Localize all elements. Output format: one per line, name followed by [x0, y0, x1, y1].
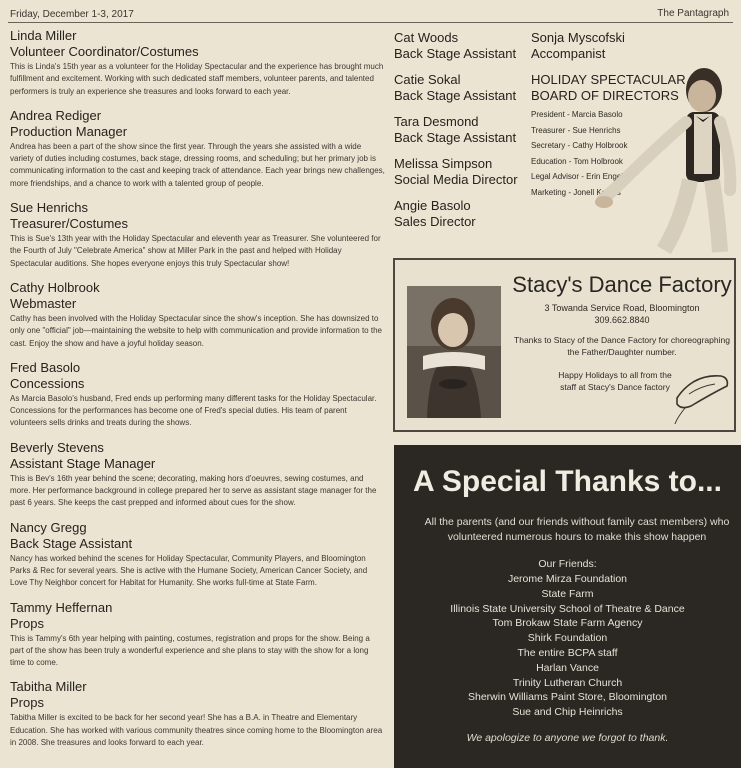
bio-sue-henrichs — [10, 200, 385, 270]
bio-name: Tabitha Miller — [10, 679, 87, 695]
bio-name: Andrea Rediger — [10, 107, 102, 123]
staff-name: Cat Woods — [394, 30, 459, 45]
bio-text: Andrea has been a part of the show since the first year. Through the years she assisted with a wide variety of duties including costumes, back stage, dressing rooms, and scheduling; but her primary job is communicating information to the cast and keeping track of attendance. Each year brings new challenges, more friendships, and a chance to work with a talented group of people. — [10, 141, 385, 188]
bio-text: Tabitha Miller is excited to be back for her second year! She has a B.A. in Theatre and Elementary Education. She has worked with various community theatres since coming home to the Bloomington area in 2008. She treasures and looks forward to each year. — [10, 713, 383, 748]
board-title-line1: HOLIDAY SPECTACULAR — [531, 72, 686, 87]
staff-name: Melissa Simpson — [394, 156, 493, 171]
bio-name: Cathy Holbrook — [10, 279, 100, 295]
friend-item: The entire BCPA staff — [517, 646, 618, 659]
staff-role: Back Stage Assistant — [394, 88, 517, 103]
staff-catie-sokal — [394, 72, 524, 104]
special-thanks-box — [394, 445, 741, 768]
bio-name: Tammy Heffernan — [10, 599, 113, 615]
friend-item: State Farm — [541, 587, 594, 600]
bio-role: Assistant Stage Manager — [10, 455, 156, 471]
ballet-shoe-icon — [671, 364, 733, 426]
ad-contact — [509, 302, 735, 326]
bio-name: Linda Miller — [10, 28, 77, 43]
apology-text: We apologize to anyone we forgot to thank. — [466, 732, 669, 744]
friend-item: Sue and Chip Heinrichs — [512, 706, 623, 719]
bio-role: Props — [10, 695, 44, 711]
bio-tammy-heffernan — [10, 600, 385, 670]
board-member: Education - Tom Holbrook — [531, 156, 623, 166]
friend-item: Harlan Vance — [536, 661, 599, 674]
bio-linda-miller — [10, 28, 385, 98]
staff-role: Back Stage Assistant — [394, 46, 517, 61]
friends-list — [394, 572, 741, 720]
bio-andrea-rediger — [10, 108, 385, 190]
bio-role: Props — [10, 615, 44, 631]
bio-role: Treasurer/Costumes — [10, 216, 128, 232]
bio-text: Nancy has worked behind the scenes for Holiday Spectacular, Community Players, and Bloomington Parks & Rec for several years. She is active with the Humane Society, American Cancer Society, and Love Thy Neighbor concert for Habitat for Humanity. She works full-time at State Farm. — [10, 553, 368, 588]
accompanist-role: Accompanist — [531, 46, 606, 61]
accompanist-name: Sonja Myscofski — [531, 30, 625, 45]
bio-text: This is Bev's 16th year behind the scene; decorating, making hors d'oeuvres, sewing costumes, and more. Her performance background in college prepared her to serve as assistant stage manager for the past 6 years. She keeps the cast prepped and informed about cues for the show. — [10, 473, 377, 508]
staff-name: Angie Basolo — [394, 198, 471, 213]
bio-nancy-gregg — [10, 520, 385, 590]
special-thanks-intro: All the parents (and our friends without family cast members) who volunteered numerous hours to make this show happen — [424, 516, 730, 543]
publication-name: The Pantagraph — [657, 8, 729, 19]
staff-role: Sales Director — [394, 214, 476, 229]
ad-holiday-text: Happy Holidays to all from the staff at Stacy's Dance factory — [558, 370, 672, 392]
bio-text: Cathy has been involved with the Holiday Spectacular since the show's inception. She has downsized to only one "official" job—maintaining the website to help with communication and provide information to the cast. Enjoy the show and have a joyful holiday season. — [10, 313, 382, 348]
staff-name: Tara Desmond — [394, 114, 479, 129]
board-member: Legal Advisor - Erin Engel — [531, 172, 624, 181]
staff-angie-basolo — [394, 198, 524, 230]
staff-name: Catie Sokal — [394, 72, 461, 87]
ad-thanks-text: Thanks to Stacy of the Dance Factory for choreographing the Father/Daughter number. — [514, 335, 730, 357]
ad-phone: 309.662.8840 — [594, 315, 650, 325]
bio-tabitha-miller — [10, 679, 385, 749]
bio-name: Beverly Stevens — [10, 439, 104, 455]
friend-item: Shirk Foundation — [527, 632, 608, 645]
bio-text: This is Sue's 13th year with the Holiday Spectacular and eleventh year as Treasurer. She volunteered for the Fourth of July "Celebrate America" show at Miller Park in the past and helped with Holiday Spectacular auditions. She hopes everyone enjoys this truly Spectacular show! — [10, 234, 381, 268]
bio-beverly-stevens — [10, 440, 385, 510]
dancing-boy-photo — [594, 60, 739, 255]
bio-text: As Marcia Basolo's husband, Fred ends up performing many different tasks for the Holiday Spectacular. Concessions for the performances has become one of Fred's special duties. His team of parent volunteers sells drinks and treats during the shows. — [10, 393, 377, 428]
bio-name: Fred Basolo — [10, 359, 81, 375]
friend-item: Illinois State University School of Theatre & Dance — [450, 602, 685, 615]
staff-role: Social Media Director — [394, 172, 518, 187]
board-member: Secretary - Cathy Holbrook — [531, 141, 628, 150]
friend-item: Jerome Mirza Foundation — [507, 573, 628, 585]
bio-fred-basolo — [10, 360, 385, 430]
dance-factory-ad — [393, 258, 736, 432]
friend-item: Trinity Lutheran Church — [512, 676, 623, 689]
ad-address: 3 Towanda Service Road, Bloomington — [544, 303, 700, 313]
staff-column — [394, 30, 524, 240]
bio-cathy-holbrook — [10, 280, 385, 350]
friend-item: Tom Brokaw State Farm Agency — [492, 617, 643, 630]
bio-role: Volunteer Coordinator/Costumes — [10, 44, 199, 59]
bio-role: Webmaster — [10, 295, 77, 311]
friend-item: Sherwin Williams Paint Store, Bloomington — [468, 691, 667, 704]
board-title-line2: BOARD OF DIRECTORS — [531, 88, 679, 103]
bio-name: Nancy Gregg — [10, 519, 87, 535]
issue-date: Friday, December 1-3, 2017 — [10, 9, 134, 20]
staff-melissa-simpson — [394, 156, 524, 188]
board-member: President - Marcia Basolo — [531, 110, 623, 119]
girl-photo — [407, 286, 501, 418]
header-rule — [8, 22, 733, 23]
bio-text: This is Tammy's 6th year helping with painting, costumes, registration and props for the show. Being a part of the show has been truly a wonderful experience and she plans to stay with the show for a long time to come. — [10, 633, 370, 668]
staff-role: Back Stage Assistant — [394, 130, 517, 145]
ad-title: Stacy's Dance Factory — [512, 272, 732, 297]
staff-tara-desmond — [394, 114, 524, 146]
bio-text: This is Linda's 15th year as a volunteer for the Holiday Spectacular and the experience has brought much fulfillment and excitement. Working with such dedicated staff members, volunteer parents, and talented performers is truly an experience she treasures and looks forward to each year. — [10, 62, 384, 96]
friends-label: Our Friends: — [538, 558, 597, 570]
bios-column — [10, 28, 385, 759]
board-member: Marketing - Jonell Kehias — [531, 187, 621, 197]
staff-cat-woods — [394, 30, 524, 62]
bio-role: Back Stage Assistant — [10, 535, 133, 551]
special-thanks-title: A Special Thanks to... — [413, 465, 722, 498]
page-header — [0, 0, 741, 22]
bio-role: Concessions — [10, 375, 85, 391]
bio-role: Production Manager — [10, 123, 128, 139]
board-member: Treasurer - Sue Henrichs — [531, 125, 621, 135]
bio-name: Sue Henrichs — [10, 200, 89, 216]
